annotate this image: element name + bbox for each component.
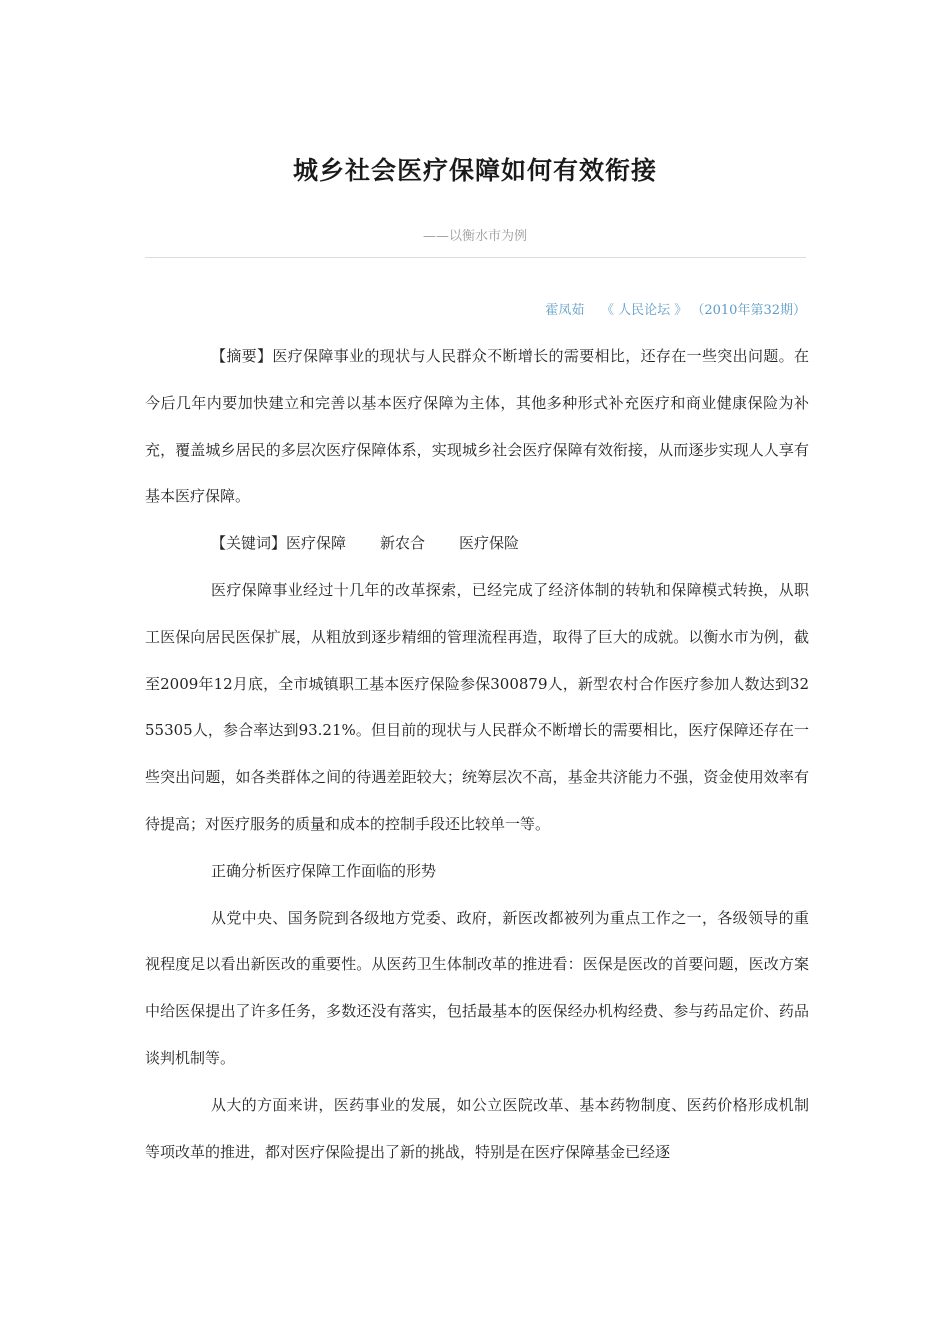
- section-heading: 正确分析医疗保障工作面临的形势: [211, 861, 437, 880]
- title-divider: [145, 257, 806, 258]
- article-source: [545, 299, 806, 318]
- source-publication: 《 人民论坛 》: [600, 303, 688, 318]
- source-issue: （2010年第32期）: [691, 303, 806, 318]
- body-paragraph: 医疗保障事业经过十几年的改革探索，已经完成了经济体制的转轨和保障模式转换，从职工医保向居民医保扩展，从粗放到逐步精细的管理流程再造，取得了巨大的成就。以衡水市为例，截至2009年12月底，全市城镇职工基本医疗保险参保300879人，新型农村合作医疗参加人数达到3255305人，参合率达到93.21%。但目前的现状与人民群众不断增长的需要相比，医疗保障还存在一些突出问题，如各类群体之间的待遇差距较大；统筹层次不高，基金共济能力不强，资金使用效率有待提高；对医疗服务的质量和成本的控制手段还比较单一等。: [145, 580, 809, 833]
- keywords-label: 【关键词】: [211, 534, 287, 553]
- keywords-paragraph: [145, 520, 809, 567]
- abstract-paragraph: 【摘要】医疗保障事业的现状与人民群众不断增长的需要相比，还存在一些突出问题。在今后几年内要加快建立和完善以基本医疗保障为主体，其他多种形式补充医疗和商业健康保险为补充，覆盖城乡居民的多层次医疗保障体系，实现城乡社会医疗保障有效衔接，从而逐步实现人人享有基本医疗保障。: [145, 347, 809, 506]
- keyword-item: 医疗保险: [459, 534, 520, 553]
- source-author: 霍凤茹: [545, 303, 585, 318]
- keyword-item: 医疗保障: [286, 534, 347, 553]
- body-paragraph: 从大的方面来讲，医药事业的发展，如公立医院改革、基本药物制度、医药价格形成机制等项改革的推进，都对医疗保险提出了新的挑战，特别是在医疗保障基金已经逐: [145, 1095, 809, 1161]
- article-title: 城乡社会医疗保障如何有效衔接: [292, 155, 657, 185]
- article-body: [145, 333, 809, 1175]
- body-paragraph: 从党中央、国务院到各级地方党委、政府，新医改都被列为重点工作之一，各级领导的重视程度足以看出新医改的重要性。从医药卫生体制改革的推进看：医保是医改的首要问题，医改方案中给医保提出了许多任务，多数还没有落实，包括最基本的医保经办机构经费、参与药品定价、药品谈判机制等。: [145, 908, 809, 1067]
- article-subtitle: ——以衡水市为例: [422, 229, 527, 244]
- keyword-item: 新农合: [380, 534, 426, 553]
